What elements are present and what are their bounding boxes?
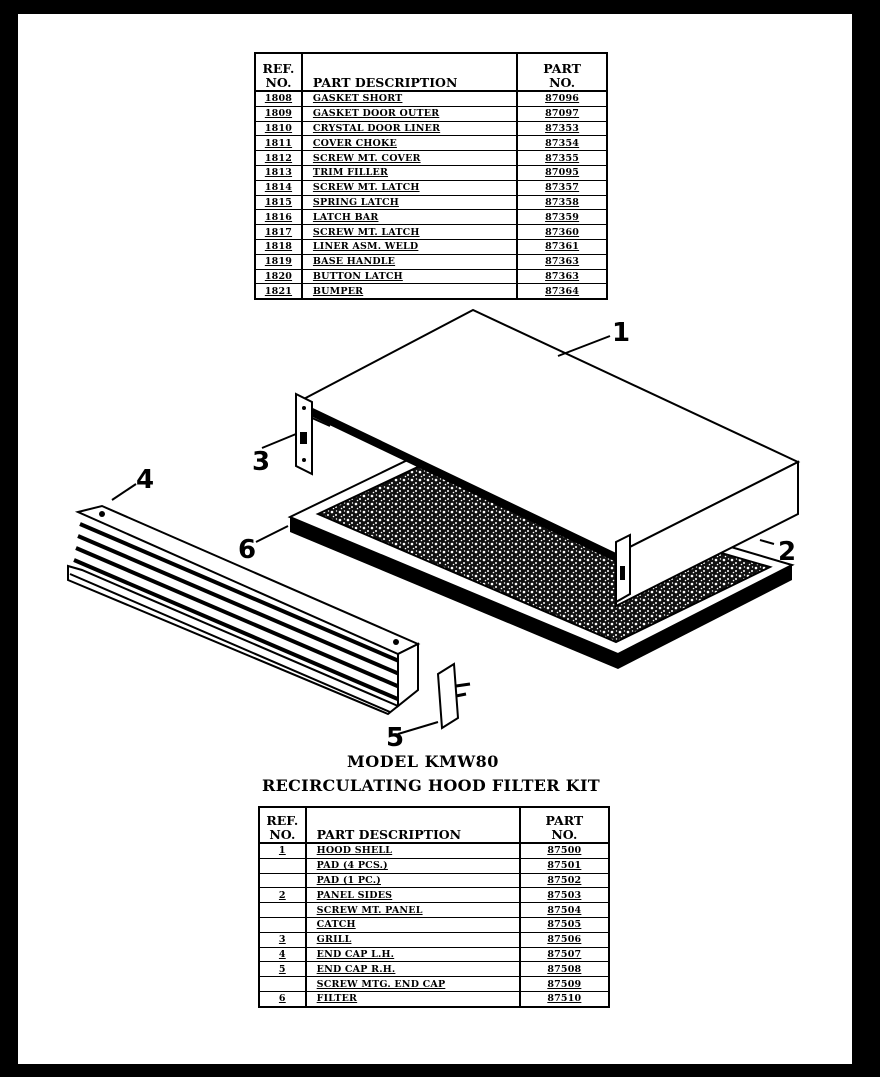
part-description-cell: TRIM FILLER — [302, 165, 517, 180]
part-description-cell: END CAP L.H. — [306, 947, 520, 962]
part-no-cell: 87506 — [520, 932, 609, 947]
ref-no-header: REF. NO. — [255, 53, 302, 91]
ref-no-cell — [259, 917, 306, 932]
part-no-cell: 87510 — [520, 991, 609, 1006]
part-description-cell: BASE HANDLE — [302, 254, 517, 269]
part-no-cell: 87503 — [520, 888, 609, 903]
ref-no-cell: 1821 — [255, 284, 302, 299]
part-no-cell: 87502 — [520, 873, 609, 888]
ref-no-cell: 1 — [259, 843, 306, 858]
part-description-cell: SCREW MT. PANEL — [306, 903, 520, 918]
ref-no-cell: 3 — [259, 932, 306, 947]
ref-no-header: REF. NO. — [259, 807, 306, 843]
table-row — [259, 843, 609, 858]
ref-no-cell: 1815 — [255, 195, 302, 210]
part-description-cell: FILTER — [306, 991, 520, 1006]
ref-no-cell: 5 — [259, 962, 306, 977]
ref-no-cell: 1820 — [255, 269, 302, 284]
model-title: MODEL KMW80 — [347, 752, 499, 771]
ref-no-cell: 6 — [259, 991, 306, 1006]
ref-no-cell: 1819 — [255, 254, 302, 269]
part-no-cell: 87096 — [517, 91, 607, 106]
table-row — [259, 917, 609, 932]
part-no-cell: 87500 — [520, 843, 609, 858]
part-description-cell: COVER CHOKE — [302, 136, 517, 151]
part-no-cell: 87501 — [520, 858, 609, 873]
part-description-cell: SCREW MT. COVER — [302, 151, 517, 166]
part-no-cell: 87504 — [520, 903, 609, 918]
part-no-cell: 87357 — [517, 180, 607, 195]
ref-no-cell: 1816 — [255, 210, 302, 225]
part-no-cell: 87364 — [517, 284, 607, 299]
ref-no-cell: 1811 — [255, 136, 302, 151]
callout-3: 3 — [252, 447, 271, 477]
ref-no-cell — [259, 873, 306, 888]
part-description-cell: CRYSTAL DOOR LINER — [302, 121, 517, 136]
part-no-cell: 87363 — [517, 269, 607, 284]
callout-1: 1 — [612, 318, 631, 348]
callout-5: 5 — [386, 723, 405, 753]
part-no-cell: 87509 — [520, 977, 609, 992]
part-description-cell: PAD (4 PCS.) — [306, 858, 520, 873]
part-no-cell: 87097 — [517, 106, 607, 121]
table-row — [259, 903, 609, 918]
part-no-cell: 87505 — [520, 917, 609, 932]
part-description-cell: SCREW MT. LATCH — [302, 180, 517, 195]
ref-no-cell: 4 — [259, 947, 306, 962]
part-description-cell: END CAP R.H. — [306, 962, 520, 977]
parts-sheet — [18, 14, 852, 1064]
part-no-cell: 87353 — [517, 121, 607, 136]
ref-no-cell: 1814 — [255, 180, 302, 195]
part-description-cell: SCREW MTG. END CAP — [306, 977, 520, 992]
table-row — [259, 888, 609, 903]
ref-no-cell: 2 — [259, 888, 306, 903]
part-description-cell: LINER ASM. WELD — [302, 239, 517, 254]
ref-no-cell — [259, 977, 306, 992]
part-no-cell: 87095 — [517, 165, 607, 180]
end-cap-part — [438, 664, 470, 728]
table-row — [259, 873, 609, 888]
ref-no-cell: 1818 — [255, 239, 302, 254]
table-row — [259, 858, 609, 873]
ref-no-cell: 1817 — [255, 225, 302, 240]
bottom-table-header — [259, 807, 609, 843]
part-description-cell: GRILL — [306, 932, 520, 947]
part-no-header: PART NO. — [517, 53, 607, 91]
part-no-cell: 87360 — [517, 225, 607, 240]
callout-2: 2 — [778, 537, 797, 567]
bottom-table-body — [259, 843, 609, 1007]
table-row — [259, 977, 609, 992]
part-description-cell: SPRING LATCH — [302, 195, 517, 210]
kit-title: RECIRCULATING HOOD FILTER KIT — [262, 776, 600, 795]
table-row — [259, 932, 609, 947]
part-description-cell: PAD (1 PC.) — [306, 873, 520, 888]
part-no-cell: 87359 — [517, 210, 607, 225]
part-description-cell: CATCH — [306, 917, 520, 932]
table-row — [259, 991, 609, 1006]
ref-no-cell: 1809 — [255, 106, 302, 121]
part-no-cell: 87358 — [517, 195, 607, 210]
part-no-cell: 87507 — [520, 947, 609, 962]
bottom-parts-table — [258, 806, 610, 1008]
part-description-header: PART DESCRIPTION — [306, 807, 520, 843]
part-description-header: PART DESCRIPTION — [302, 53, 517, 91]
part-description-cell: SCREW MT. LATCH — [302, 225, 517, 240]
ref-no-cell: 1810 — [255, 121, 302, 136]
part-description-cell: GASKET SHORT — [302, 91, 517, 106]
part-no-header: PART NO. — [520, 807, 609, 843]
table-row — [259, 947, 609, 962]
callout-4: 4 — [136, 465, 155, 495]
part-no-cell: 87363 — [517, 254, 607, 269]
part-description-cell: LATCH BAR — [302, 210, 517, 225]
ref-no-cell: 1813 — [255, 165, 302, 180]
ref-no-cell — [259, 858, 306, 873]
part-no-cell: 87354 — [517, 136, 607, 151]
part-description-cell: HOOD SHELL — [306, 843, 520, 858]
part-no-cell: 87361 — [517, 239, 607, 254]
part-no-cell: 87508 — [520, 962, 609, 977]
table-row — [259, 962, 609, 977]
ref-no-cell: 1808 — [255, 91, 302, 106]
part-description-cell: BUMPER — [302, 284, 517, 299]
part-description-cell: GASKET DOOR OUTER — [302, 106, 517, 121]
part-description-cell: PANEL SIDES — [306, 888, 520, 903]
ref-no-cell — [259, 903, 306, 918]
ref-no-cell: 1812 — [255, 151, 302, 166]
part-description-cell: BUTTON LATCH — [302, 269, 517, 284]
callout-6: 6 — [238, 535, 257, 565]
part-no-cell: 87355 — [517, 151, 607, 166]
